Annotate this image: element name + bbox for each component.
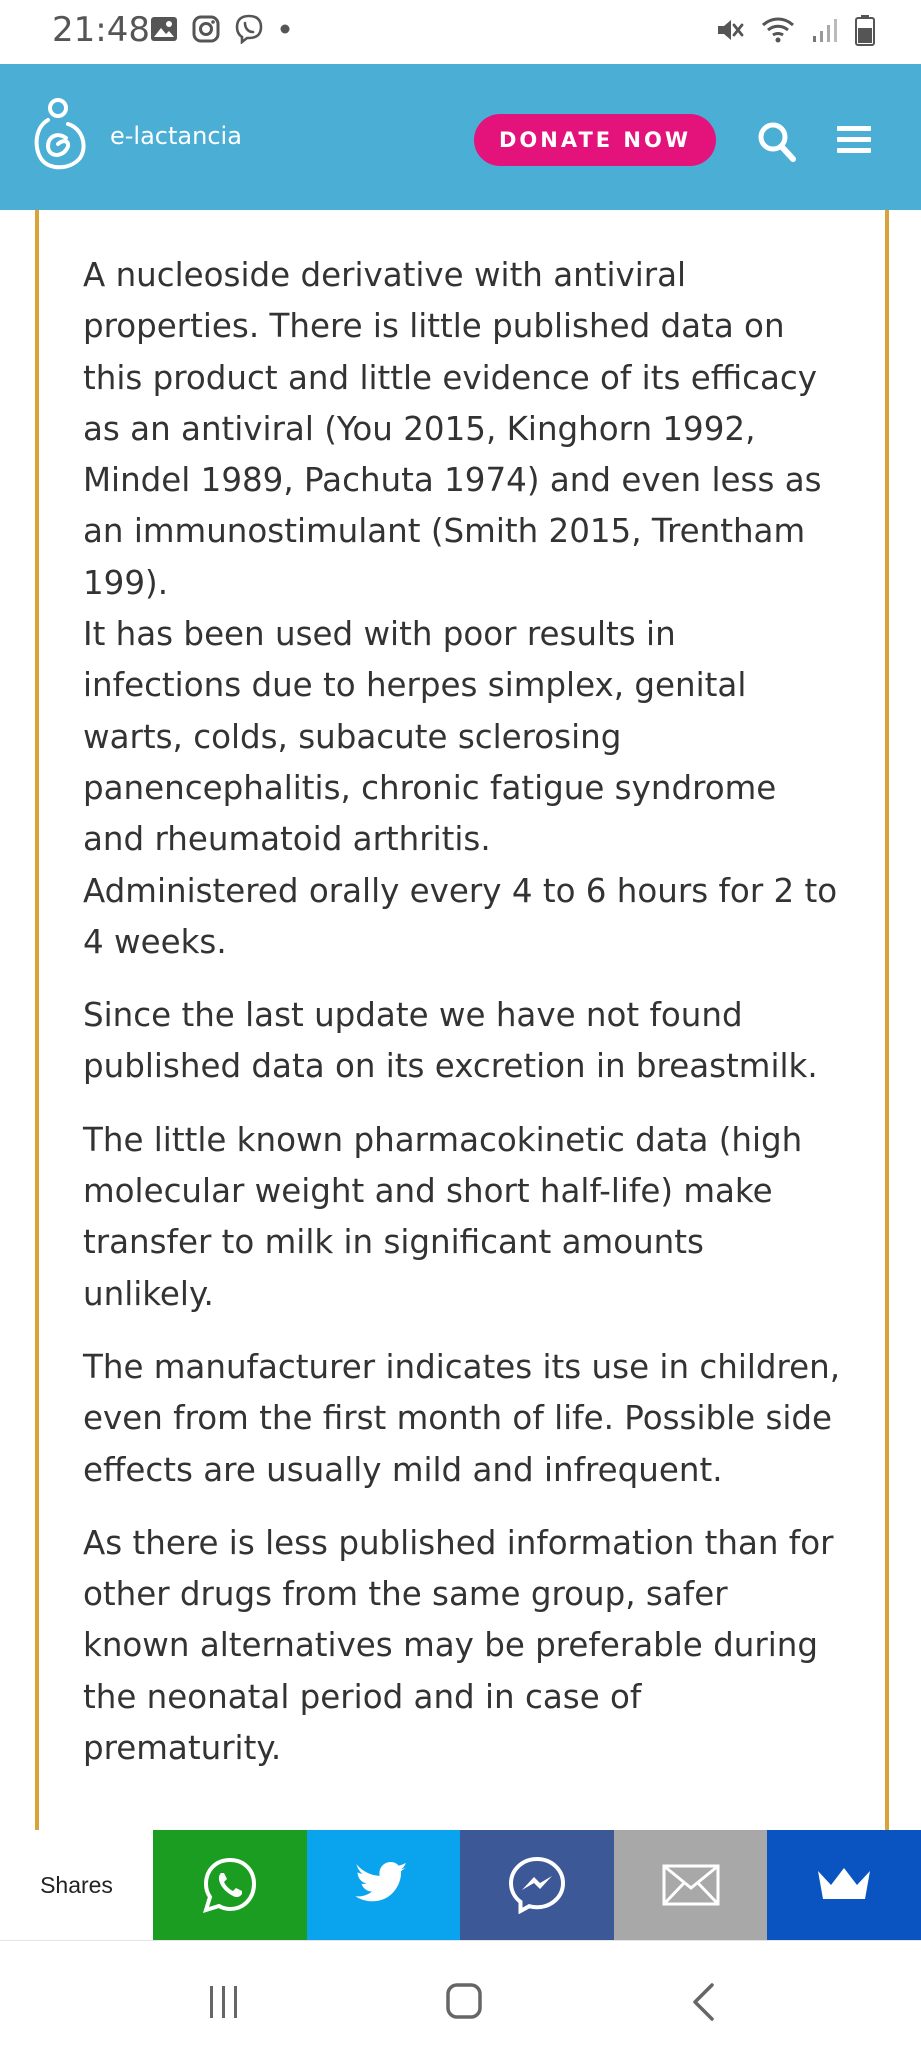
back-icon[interactable] [690, 1983, 716, 2021]
crown-icon [815, 1865, 873, 1905]
paragraph: The little known pharmacokinetic data (high molecular weight and short half-life) make transfer to milk in significant amounts unlikely. [83, 1120, 803, 1313]
share-bar [0, 1830, 921, 1940]
home-icon[interactable] [446, 1983, 482, 2019]
status-time: 21:48 [52, 10, 150, 50]
donate-button[interactable]: DONATE NOW [474, 114, 716, 166]
dot-icon [278, 22, 292, 36]
paragraph: Since the last update we have not found published data on its excretion in breastmilk. [83, 996, 818, 1086]
hamburger-menu-icon[interactable] [836, 120, 872, 160]
whatsapp-share-button[interactable] [153, 1830, 307, 1940]
status-left-icons [150, 14, 292, 44]
paragraph: As there is less published information than for other drugs from the same group, safer known alternatives may be preferable during the neonatal period and in case of prematurity. [83, 1523, 834, 1768]
system-nav-bar [0, 1940, 921, 2048]
twitter-share-button[interactable] [307, 1830, 461, 1940]
battery-icon [855, 14, 875, 46]
signal-icon [811, 17, 839, 43]
twitter-icon [354, 1861, 412, 1909]
wifi-icon [761, 16, 795, 44]
whatsapp-icon [200, 1855, 260, 1915]
recent-apps-icon[interactable] [208, 1985, 240, 2019]
paragraph: A nucleoside derivative with antiviral properties. There is little published data on this product and little evidence of its efficacy as an antiviral (You 2015, Kinghorn 1992, Mindel 1989, Pachuta 1974) and even less as an immunostimulant (Smith 2015, Trentham 199). [83, 256, 822, 602]
search-icon[interactable] [756, 118, 798, 164]
paragraph: The manufacturer indicates its use in children, even from the first month of life. Possible side effects are usually mild and infrequent. [83, 1347, 841, 1489]
status-bar [0, 0, 921, 64]
instagram-icon [192, 15, 220, 43]
status-right-icons [715, 14, 875, 46]
mute-icon [715, 16, 745, 44]
crown-share-button[interactable] [767, 1830, 921, 1940]
email-share-button[interactable] [614, 1830, 768, 1940]
paragraph: Administered orally every 4 to 6 hours for 2 to 4 weeks. [83, 871, 838, 961]
messenger-icon [508, 1856, 566, 1914]
messenger-share-button[interactable] [460, 1830, 614, 1940]
drug-description [83, 250, 843, 1796]
gallery-icon [150, 16, 178, 42]
brand-name[interactable]: e-lactancia [110, 122, 242, 150]
shares-label: Shares [0, 1830, 153, 1940]
paragraph: It has been used with poor results in infections due to herpes simplex, genital warts, colds, subacute sclerosing panencephalitis, chronic fatigue syndrome and rheumatoid arthritis. [83, 615, 777, 859]
email-icon [662, 1864, 720, 1906]
e-lactancia-logo[interactable] [30, 98, 92, 178]
viber-icon [234, 14, 264, 44]
site-header [0, 64, 921, 210]
